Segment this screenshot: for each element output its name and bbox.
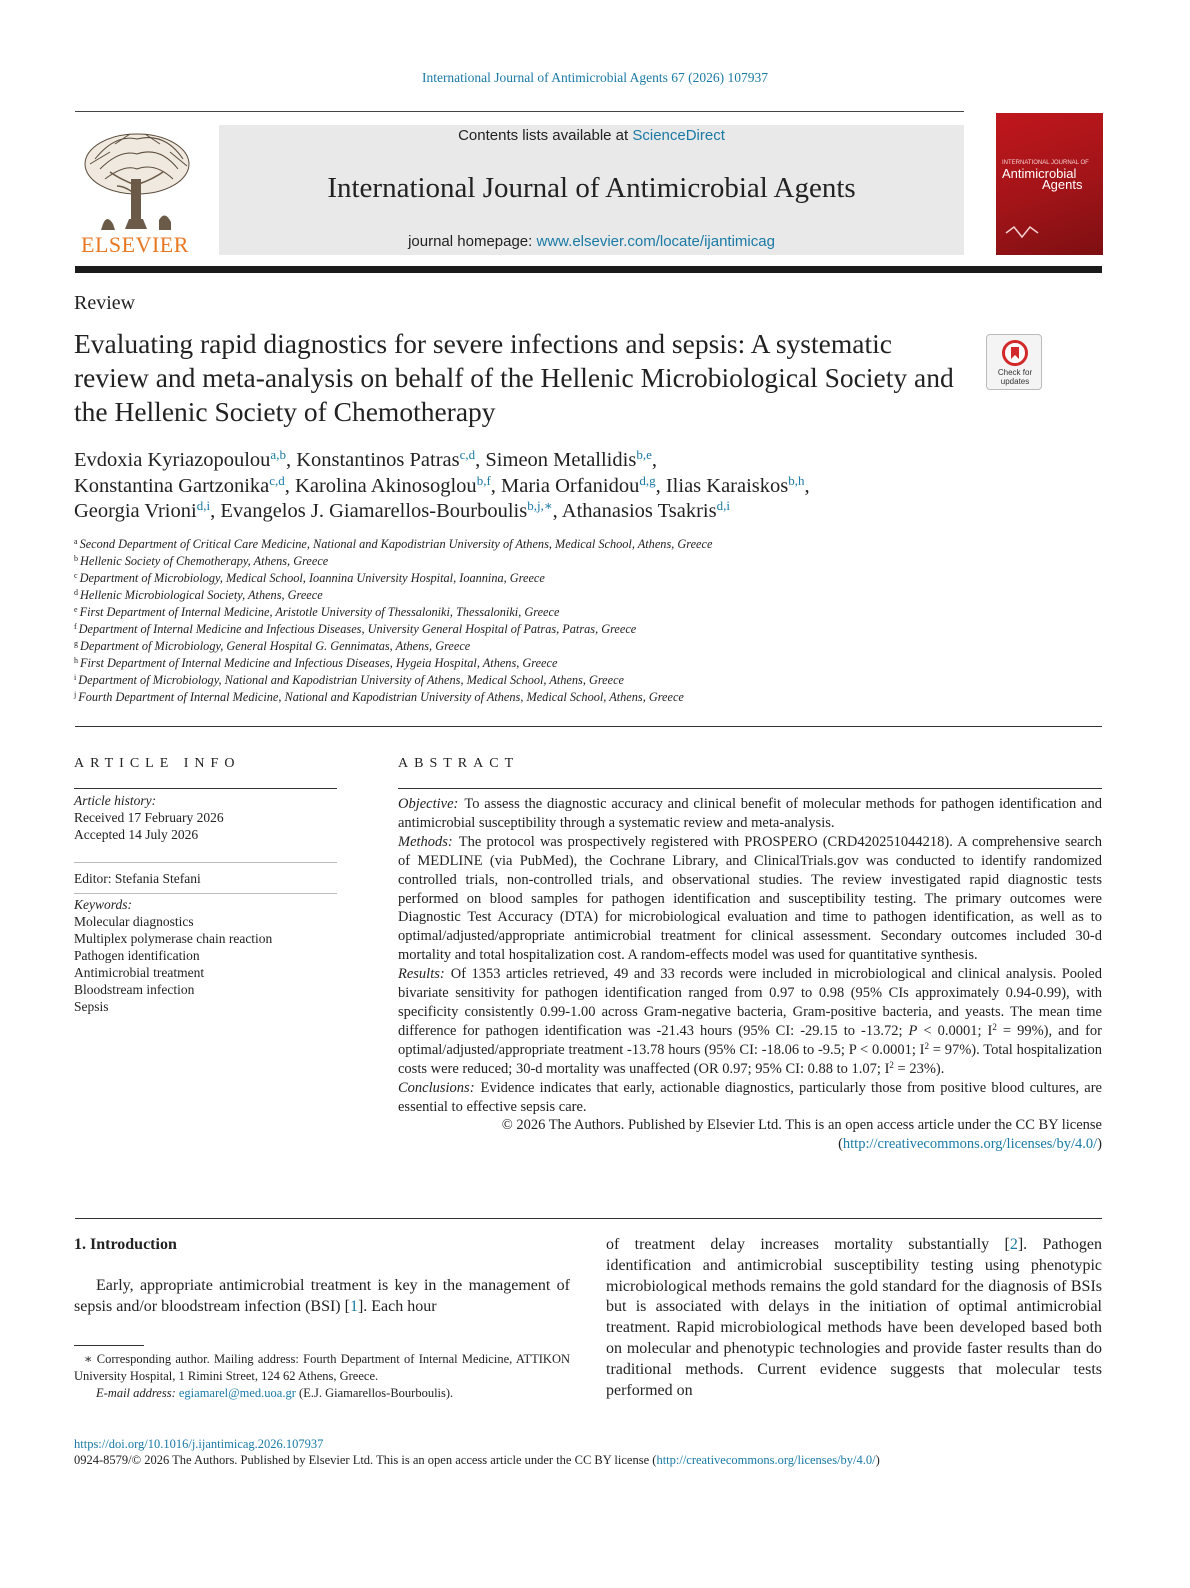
- article-info-divider: [74, 862, 337, 863]
- affiliation-item: [74, 536, 1104, 553]
- license-link[interactable]: http://creativecommons.org/licenses/by/4.0/: [842, 1136, 1098, 1153]
- reference-link-2[interactable]: 2: [1009, 1236, 1018, 1253]
- author-affiliation-marks[interactable]: d,g: [639, 472, 656, 488]
- cover-small-text: INTERNATIONAL JOURNAL OF: [1002, 160, 1089, 166]
- journal-cover[interactable]: [996, 113, 1103, 255]
- editor: Editor: Stefania Stefani: [74, 871, 201, 886]
- affiliation-key: j: [74, 690, 77, 699]
- intro-paragraph-2: [606, 1235, 1102, 1401]
- author-name[interactable]: Evdoxia Kyriazopoulou: [74, 449, 271, 471]
- article-history: [74, 792, 337, 843]
- affiliation-item: [74, 570, 1104, 587]
- affiliation-text: Department of Microbiology, Medical School, Ioannina University Hospital, Ioannina, Greece: [79, 571, 545, 585]
- author-separator: ,: [284, 474, 296, 497]
- cover-title-line-2: Agents: [1042, 177, 1083, 192]
- conclusions-label: Conclusions:: [398, 1079, 475, 1096]
- check-updates-label: Check for updates: [997, 368, 1033, 386]
- running-header[interactable]: International Journal of Antimicrobial Agents 67 (2026) 107937: [421, 70, 769, 85]
- abstract-body: [398, 795, 1102, 1154]
- cover-title-line-1: Antimicrobial: [1002, 166, 1077, 181]
- contents-prefix: Contents lists available at: [458, 127, 633, 144]
- author-affiliation-marks[interactable]: a,b: [270, 447, 286, 462]
- body-rule: [75, 1218, 1102, 1219]
- author-name[interactable]: Maria Orfanidou: [501, 474, 640, 497]
- footnote-rule: [74, 1345, 144, 1346]
- abstract-rule: [398, 788, 1102, 789]
- affiliation-text: Department of Internal Medicine and Infectious Diseases, University General Hospital of Patras, Patras, Greece: [78, 622, 637, 636]
- keywords-label: Keywords:: [74, 897, 132, 912]
- affiliation-key: i: [74, 673, 77, 682]
- results-text: < 0.0001; I: [917, 1022, 993, 1039]
- superscript: 2: [992, 1021, 997, 1032]
- author-separator: ,: [651, 449, 657, 471]
- paren: ): [1097, 1136, 1102, 1153]
- affiliation-key: a: [74, 537, 78, 546]
- homepage-prefix: journal homepage:: [408, 233, 537, 250]
- article-info-divider: [74, 893, 337, 894]
- conclusions-text: Evidence indicates that early, actionable diagnostics, particularly those from positive blood cultures, are essential to effective sepsis care.: [398, 1079, 1102, 1115]
- author-affiliation-marks[interactable]: d,i: [716, 498, 730, 513]
- author-affiliation-marks[interactable]: d,i: [196, 498, 211, 513]
- affiliation-key: f: [74, 622, 77, 631]
- author-separator: ,: [210, 500, 221, 522]
- affiliation-text: Department of Microbiology, General Hospital G. Gennimatas, Athens, Greece: [80, 639, 471, 653]
- masthead-thick-rule: [75, 266, 1102, 273]
- keyword-item: Molecular diagnostics: [74, 914, 194, 929]
- superscript: 2: [924, 1040, 929, 1051]
- results-label: Results:: [398, 966, 445, 983]
- author-name[interactable]: Ilias Karaiskos: [665, 474, 789, 497]
- elsevier-wordmark: ELSEVIER: [81, 232, 189, 257]
- keywords: [74, 896, 337, 1015]
- author-separator: ,: [552, 500, 562, 522]
- masthead-box: [219, 125, 964, 255]
- affiliation-text: Department of Microbiology, National and Kapodistrian University of Athens, Medical School, Athens, Greece: [78, 673, 625, 687]
- affiliation-key: b: [74, 554, 78, 563]
- affiliation-item: [74, 689, 1104, 706]
- affiliation-text: First Department of Internal Medicine, Aristotle University of Thessaloniki, Thessaloniki, Greece: [79, 605, 560, 619]
- author-name[interactable]: Georgia Vrioni: [74, 500, 197, 522]
- corresponding-text: ∗ Corresponding author. Mailing address: Fourth Department of Internal Medicine, ATTIKON University Hospital, 1 Rimini Street, 124 62 Athens, Greece.: [74, 1352, 570, 1383]
- keyword-item: Bloodstream infection: [74, 982, 195, 997]
- results-text: = 99%), and for optimal/adjusted/appropriate treatment -13.78 hours (95% CI: -18.06 to -9.5; P < 0.0001; I: [398, 1022, 1102, 1058]
- intro-text: ]. Pathogen identification and antimicrobial susceptibility testing using phenotypic microbiological methods remains the gold standard for the diagnosis of BSIs but is associated with delays in the initiation of optimal antimicrobial treatment. Rapid microbiological methods have been developed based both on molecular and phenotypic technologies and provide faster results than do traditional methods. Current evidence suggests that molecular tests performed on: [606, 1236, 1103, 1399]
- author-separator: ,: [285, 449, 297, 471]
- email-link[interactable]: egiamarel@med.uoa.gr: [178, 1386, 296, 1400]
- affiliation-item: [74, 604, 1104, 621]
- author-affiliation-marks[interactable]: c,d: [459, 447, 476, 462]
- contents-line: [219, 127, 964, 144]
- paren: (: [838, 1136, 843, 1153]
- affiliation-item: [74, 553, 1104, 570]
- author-name[interactable]: Simeon Metallidis: [485, 449, 637, 471]
- author-affiliation-marks[interactable]: b,j,∗: [527, 498, 553, 513]
- author-name[interactable]: Konstantinos Patras: [296, 449, 460, 471]
- affiliation-text: Hellenic Microbiological Society, Athens, Greece: [80, 588, 323, 602]
- author-separator: ,: [475, 449, 486, 471]
- journal-homepage-link[interactable]: www.elsevier.com/locate/ijantimicag: [536, 233, 775, 250]
- elsevier-logo[interactable]: [75, 124, 195, 256]
- affiliation-text: First Department of Internal Medicine and Infectious Diseases, Hygeia Hospital, Athens, Greece: [80, 656, 558, 670]
- author-affiliation-marks[interactable]: c,d: [269, 472, 285, 488]
- email-suffix: (E.J. Giamarellos-Bourboulis).: [295, 1386, 454, 1400]
- article-info-heading: ARTICLE INFO: [74, 756, 241, 771]
- reference-link-1[interactable]: 1: [349, 1297, 358, 1315]
- results-p-symbol: P: [908, 1022, 918, 1039]
- objective-label: Objective:: [398, 796, 459, 812]
- superscript: 2: [889, 1059, 894, 1070]
- check-for-updates-button[interactable]: [986, 334, 1042, 390]
- section-rule: [75, 726, 1102, 727]
- history-label: Article history:: [74, 793, 157, 808]
- received-date: Received 17 February 2026: [74, 810, 224, 825]
- affiliation-key: g: [74, 639, 78, 648]
- affiliation-key: d: [74, 588, 78, 597]
- affiliation-key: h: [74, 656, 78, 665]
- affiliation-text: Hellenic Society of Chemotherapy, Athens, Greece: [80, 554, 329, 568]
- intro-paragraph-1: [74, 1276, 570, 1318]
- author-list: [74, 448, 1024, 525]
- abstract-results: [398, 965, 1102, 1078]
- author-affiliation-marks[interactable]: b,e: [636, 447, 652, 462]
- abstract-heading: ABSTRACT: [398, 756, 520, 771]
- abstract-conclusions: [398, 1079, 1102, 1117]
- article-type: Review: [74, 292, 136, 314]
- article-title: Evaluating rapid diagnostics for severe infections and sepsis: A systematic review and meta-analysis on behalf of the Hellenic Microbiological Society and the Hellenic Society of Chemotherapy: [74, 328, 954, 427]
- homepage-line: [219, 233, 964, 250]
- affiliation-text: Second Department of Critical Care Medicine, National and Kapodistrian University of Athens, Medical School, Athens, Greece: [79, 537, 713, 551]
- intro-text: ]. Each hour: [357, 1297, 437, 1315]
- section-heading-introduction: 1. Introduction: [74, 1236, 177, 1253]
- author-name[interactable]: Konstantina Gartzonika: [74, 474, 270, 497]
- keyword-item: Multiplex polymerase chain reaction: [74, 931, 273, 946]
- results-text: = 97%). Total hospitalization costs were reduced; 30-d mortality was unaffected (OR 0.97; 95% CI: 0.88 to 1.07; I: [398, 1041, 1102, 1077]
- affiliation-key: e: [74, 605, 78, 614]
- corresponding-author-footnote: [74, 1351, 570, 1402]
- keyword-item: Antimicrobial treatment: [74, 965, 205, 980]
- email-label: E-mail address:: [96, 1386, 176, 1400]
- abstract-methods: [398, 833, 1102, 965]
- objective-text: To assess the diagnostic accuracy and clinical benefit of molecular methods for pathogen identification and antimicrobial susceptibility through a systematic review and meta-analysis.: [398, 796, 1102, 831]
- intro-text: Early, appropriate antimicrobial treatment is key in the management of sepsis and/or bloodstream infection (BSI) [: [74, 1277, 570, 1315]
- abstract-copyright: [398, 1116, 1102, 1154]
- issn-text: 0924-8579/© 2026 The Authors. Published by Elsevier Ltd. This is an open access article under the CC BY license (: [74, 1453, 657, 1467]
- copyright-text: © 2026 The Authors. Published by Elsevier Ltd. This is an open access article under the CC BY license: [501, 1117, 1102, 1134]
- check-updates-icon: [1002, 340, 1028, 366]
- doi-link[interactable]: https://doi.org/10.1016/j.ijantimicag.2026.107937: [74, 1437, 324, 1451]
- paren: ): [875, 1453, 880, 1467]
- affiliation-key: c: [74, 571, 78, 580]
- footer-license-link[interactable]: http://creativecommons.org/licenses/by/4.0/: [656, 1453, 876, 1467]
- author-name[interactable]: Evangelos J. Giamarellos-Bourboulis: [220, 500, 528, 522]
- author-affiliation-marks[interactable]: b,f: [476, 472, 491, 488]
- results-text: Of 1353 articles retrieved, 49 and 33 records were included in microbiological and clinical analysis. Pooled bivariate sensitivity for pathogen identification ranged from 0.97 to 0.98 (95% CIs approximately 0.94-0.99), with specificity consistently 0.99-1.00 across Gram-negative bacteria, Gram-positive bacteria, and yeasts. The mean time difference for pathogen identification was -21.43 hours (95% CI: -29.15 to -13.72;: [398, 966, 1102, 1039]
- author-affiliation-marks[interactable]: b,h: [788, 472, 805, 488]
- sciencedirect-link[interactable]: ScienceDirect: [632, 127, 725, 144]
- author-separator: ,: [490, 474, 502, 497]
- email-line: [74, 1385, 570, 1402]
- affiliation-item: [74, 638, 1104, 655]
- cover-graphic-icon: [1004, 223, 1044, 243]
- affiliation-list: [74, 536, 1104, 706]
- affiliation-item: [74, 621, 1104, 638]
- abstract-objective: [398, 795, 1102, 833]
- affiliation-item: [74, 655, 1104, 672]
- author-name[interactable]: Athanasios Tsakris: [561, 500, 717, 522]
- affiliation-item: [74, 672, 1104, 689]
- accepted-date: Accepted 14 July 2026: [74, 827, 199, 842]
- keyword-list: [74, 913, 337, 1015]
- journal-title: International Journal of Antimicrobial Agents: [327, 172, 856, 204]
- keyword-item: Pathogen identification: [74, 948, 200, 963]
- methods-label: Methods:: [398, 833, 453, 850]
- author-separator: ,: [655, 474, 666, 497]
- keyword-item: Sepsis: [74, 999, 109, 1014]
- affiliation-item: [74, 587, 1104, 604]
- author-name[interactable]: Karolina Akinosoglou: [295, 474, 477, 497]
- intro-text: of treatment delay increases mortality substantially [: [606, 1236, 1010, 1253]
- article-info-rule: [74, 788, 337, 789]
- methods-text: The protocol was prospectively registered with PROSPERO (CRD420251044218). A comprehensive search of MEDLINE (via PubMed), the Cochrane Library, and ClinicalTrials.gov was conducted to identify randomized controlled trials, non-controlled trials, and observational studies. The review investigated rapid diagnostic tests performed on blood samples for pathogen identification and susceptibility testing. The primary outcomes were Diagnostic Test Accuracy (DTA) for microbiological evaluation and time to pathogen identification, as well as to optimal/adjusted/appropriate antimicrobial treatment for clinical assessment. Secondary outcomes included 30-d mortality and total hospitalization cost. A random-effects model was used for quantitative synthesis.: [398, 833, 1102, 964]
- issn-license-line: [74, 1453, 1104, 1468]
- results-text: = 23%).: [893, 1060, 945, 1077]
- author-separator: ,: [804, 474, 810, 497]
- affiliation-text: Fourth Department of Internal Medicine, National and Kapodistrian University of Athens, Medical School, Athens, Greece: [78, 690, 684, 704]
- top-rule: [75, 111, 964, 112]
